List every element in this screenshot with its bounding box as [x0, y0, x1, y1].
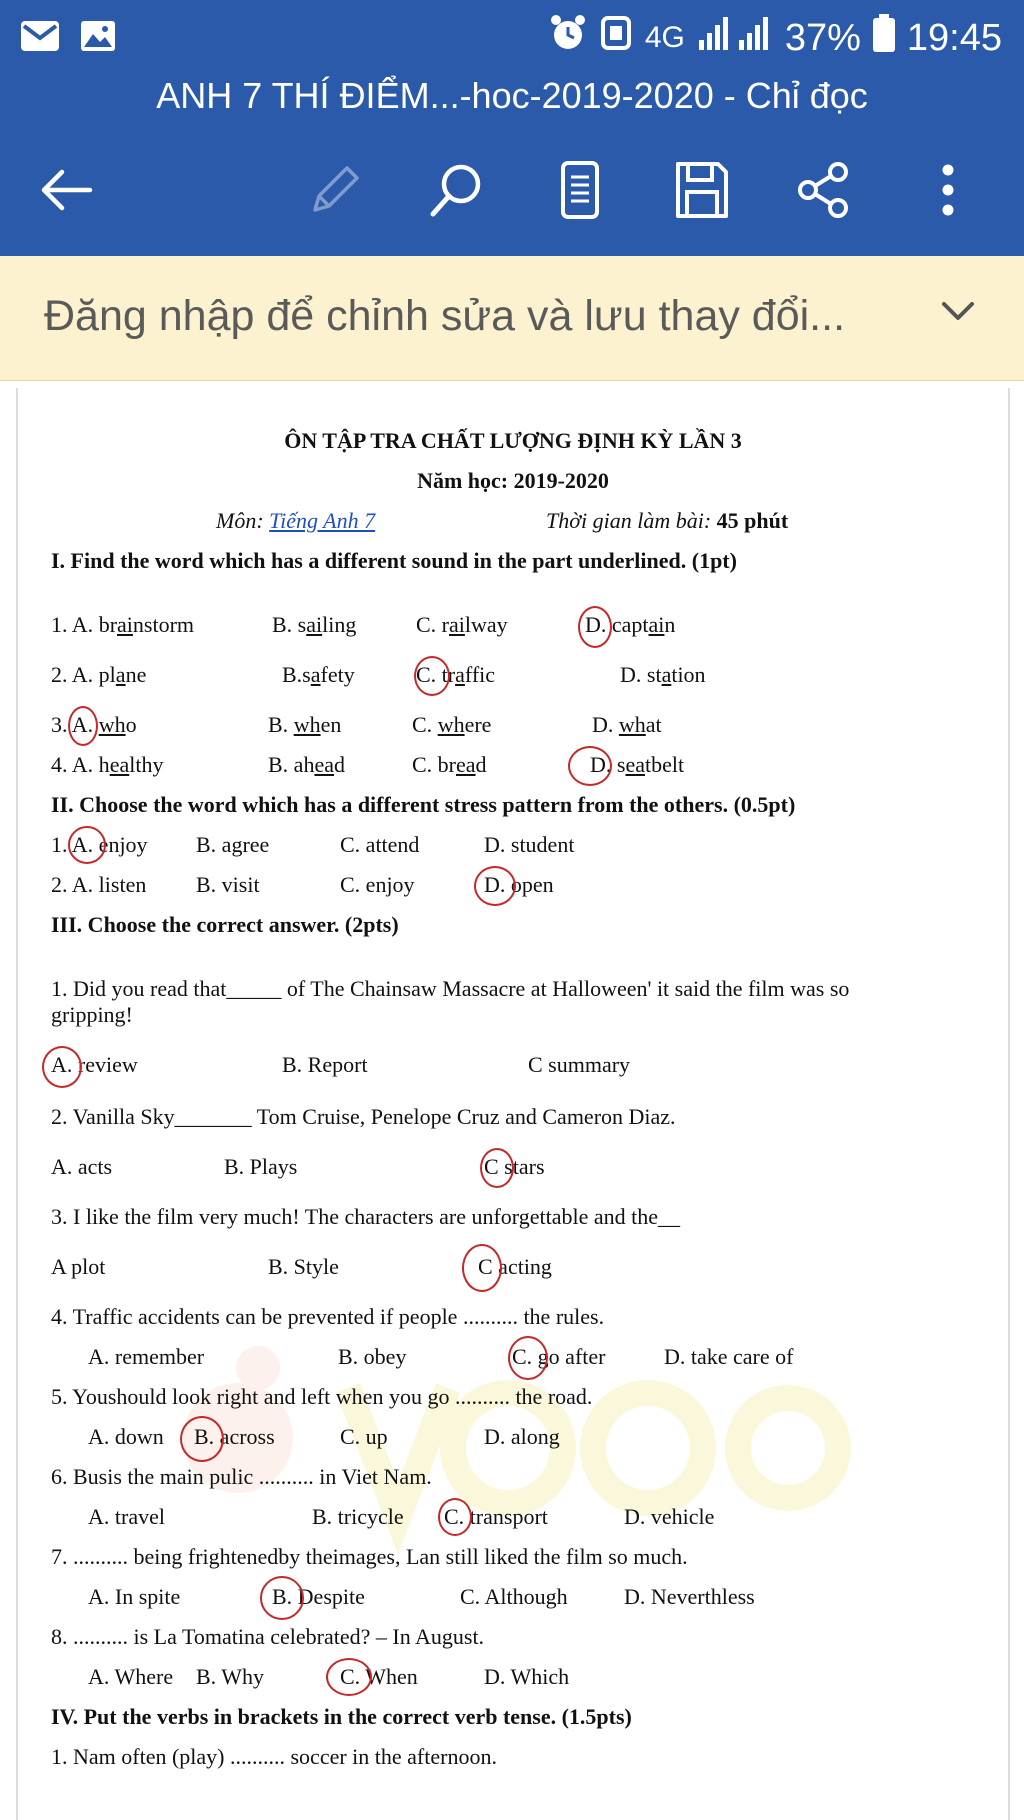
document-page	[16, 388, 1010, 1820]
s1-q1-d: D. captain	[585, 612, 676, 637]
app-header	[0, 0, 1024, 256]
s1-q2-c: C. traffic	[416, 662, 496, 687]
answer-circle	[568, 746, 612, 786]
back-button[interactable]	[34, 158, 98, 222]
time-line	[546, 508, 788, 534]
q7-opt-a: A. In spite	[88, 1584, 181, 1609]
answer-circle	[474, 866, 516, 906]
answer-circle	[68, 706, 98, 746]
s1-q2-a: 2. A. plane	[51, 662, 147, 687]
q5-opt-d: D. along	[484, 1424, 560, 1449]
heading-1: ÔN TẬP TRA CHẤT LƯỢNG ĐỊNH KỲ LẦN 3	[284, 428, 742, 453]
reading-view-button[interactable]	[548, 158, 612, 222]
share-icon	[796, 160, 852, 220]
q4-opt-b: B. obey	[338, 1344, 407, 1369]
battery-icon	[873, 14, 895, 62]
q8-opt-b: B. Why	[196, 1664, 265, 1689]
q3-opt-b: B. Style	[268, 1254, 339, 1279]
answer-circle	[462, 1244, 502, 1292]
q2-text: 2. Vanilla Sky_______ Tom Cruise, Penelope Cruz and Cameron Diaz.	[51, 1104, 676, 1129]
q2-opt-c: C stars	[484, 1154, 545, 1179]
subject-link[interactable]: Tiếng Anh 7	[269, 508, 376, 533]
q3-opt-a: A plot	[51, 1254, 106, 1279]
s1-q1-a: 1. A. brainstorm	[51, 612, 195, 637]
s2-q1-b: B. agree	[196, 832, 270, 857]
q4-opt-c: C. go after	[512, 1344, 606, 1369]
q6-opt-a: A. travel	[88, 1504, 165, 1529]
s1-q3-d: D. what	[592, 712, 662, 737]
sign-in-message: Đăng nhập để chỉnh sửa và lưu thay đổi...	[44, 292, 846, 340]
battery-percent: 37%	[784, 16, 861, 59]
mobile-view-icon	[558, 160, 602, 220]
q7-opt-b: B. Despite	[272, 1584, 365, 1609]
subject-line	[216, 508, 375, 534]
s1-q2-d: D. station	[620, 662, 706, 687]
q1-opt-a: A. review	[51, 1052, 138, 1077]
s1-q2-b: B.safety	[282, 662, 355, 687]
section-4-title: IV. Put the verbs in brackets in the correct verb tense. (1.5pts)	[51, 1704, 632, 1729]
q8-opt-a: A. Where	[88, 1664, 174, 1689]
s1-q3-c: C. where	[412, 712, 492, 737]
edit-button[interactable]	[303, 158, 367, 222]
s1-q3-b: B. when	[268, 712, 342, 737]
q6-opt-d: D. vehicle	[624, 1504, 715, 1529]
s2-q2-c: C. enjoy	[340, 872, 415, 897]
chevron-down-icon[interactable]	[940, 300, 976, 329]
q6-opt-c: C. transport	[444, 1504, 548, 1529]
answer-circle	[438, 1498, 472, 1536]
alarm-icon	[549, 14, 587, 62]
mail-icon	[20, 20, 60, 57]
s1-q1-b: B. sailing	[272, 612, 357, 637]
q8-opt-c: C. When	[340, 1664, 418, 1689]
status-bar	[0, 14, 1024, 66]
save-button[interactable]	[670, 158, 734, 222]
q8-opt-d: D. Which	[484, 1664, 570, 1689]
search-button[interactable]	[425, 158, 489, 222]
search-icon	[427, 160, 487, 220]
q4-opt-a: A. remember	[88, 1344, 205, 1369]
answer-circle	[508, 1336, 548, 1380]
time-value: 45 phút	[716, 508, 789, 533]
answer-circle	[326, 1658, 372, 1696]
q1-text-2: gripping!	[51, 1002, 133, 1027]
q5-text: 5. Youshould look right and left when you go .......... the road.	[51, 1384, 593, 1409]
time-label: Thời gian làm bài:	[546, 508, 712, 533]
q6-opt-b: B. tricycle	[312, 1504, 404, 1529]
signal-icon	[697, 16, 773, 60]
s2-q2-d: D. open	[484, 872, 554, 897]
sign-in-banner[interactable]	[0, 256, 1024, 381]
section-2-title: II. Choose the word which has a different stress pattern from the others. (0.5pt)	[51, 792, 796, 817]
q7-opt-c: C. Although	[460, 1584, 568, 1609]
network-type: 4G	[644, 21, 685, 54]
q3-opt-c: C acting	[478, 1254, 552, 1279]
answer-circle	[414, 656, 450, 696]
q7-opt-d: D. Neverthless	[624, 1584, 755, 1609]
answer-circle	[68, 826, 106, 864]
heading-2: Năm học: 2019-2020	[417, 468, 609, 493]
s2-q2-a: 2. A. listen	[51, 872, 147, 897]
subject-label: Môn:	[216, 508, 264, 533]
s2-q1-c: C. attend	[340, 832, 420, 857]
section-1-title: I. Find the word which has a different sound in the part underlined. (1pt)	[51, 548, 737, 573]
save-icon	[674, 160, 730, 220]
s1-q1-c: C. railway	[416, 612, 508, 637]
toolbar	[0, 150, 1024, 230]
s1-q4-d: D. seatbelt	[590, 752, 685, 777]
clock: 19:45	[906, 16, 1002, 59]
document-title: ANH 7 THÍ ĐIỂM...-hoc-2019-2020 - Chỉ đọc	[156, 75, 868, 116]
q2-opt-a: A. acts	[51, 1154, 113, 1179]
answer-circle	[480, 1148, 514, 1188]
q1-text: 1. Did you read that_____ of The Chainsaw Massacre at Halloween' it said the film was so	[51, 976, 850, 1001]
q1-opt-b: B. Report	[282, 1052, 368, 1077]
s2-q1-a: 1. A. enjoy	[51, 832, 148, 857]
answer-circle	[42, 1046, 82, 1088]
image-icon	[80, 20, 116, 57]
q4-opt-d: D. take care of	[664, 1344, 794, 1369]
s4-q1-text: 1. Nam often (play) .......... soccer in the afternoon.	[51, 1744, 497, 1769]
more-vertical-icon	[938, 162, 958, 218]
s1-q4-a: 4. A. healthy	[51, 752, 164, 777]
s1-q3-a: 3. A. who	[51, 712, 137, 737]
q7-text: 7. .......... being frightenedby theimages, Lan still liked the film so much.	[51, 1544, 688, 1569]
s1-q4-c: C. bread	[412, 752, 487, 777]
share-button[interactable]	[792, 158, 856, 222]
q3-text: 3. I like the film very much! The characters are unforgettable and the__	[51, 1204, 680, 1229]
nfc-icon	[599, 14, 633, 62]
q8-text: 8. .......... is La Tomatina celebrated? – In August.	[51, 1624, 485, 1649]
back-arrow-icon	[38, 168, 94, 212]
q4-text: 4. Traffic accidents can be prevented if people .......... the rules.	[51, 1304, 605, 1329]
q5-opt-b: B. across	[194, 1424, 275, 1449]
section-3-title: III. Choose the correct answer. (2pts)	[51, 912, 399, 937]
q6-text: 6. Busis the main pulic .......... in Viet Nam.	[51, 1464, 432, 1489]
q5-opt-a: A. down	[88, 1424, 164, 1449]
s1-q4-b: B. ahead	[268, 752, 345, 777]
s2-q2-b: B. visit	[196, 872, 260, 897]
s2-q1-d: D. student	[484, 832, 575, 857]
q5-opt-c: C. up	[340, 1424, 388, 1449]
q1-opt-c: C summary	[528, 1052, 631, 1077]
answer-circle	[180, 1416, 224, 1462]
answer-circle	[578, 606, 612, 648]
answer-circle	[260, 1576, 304, 1620]
q2-opt-b: B. Plays	[224, 1154, 298, 1179]
more-options-button[interactable]	[916, 158, 980, 222]
pencil-icon	[307, 162, 363, 218]
